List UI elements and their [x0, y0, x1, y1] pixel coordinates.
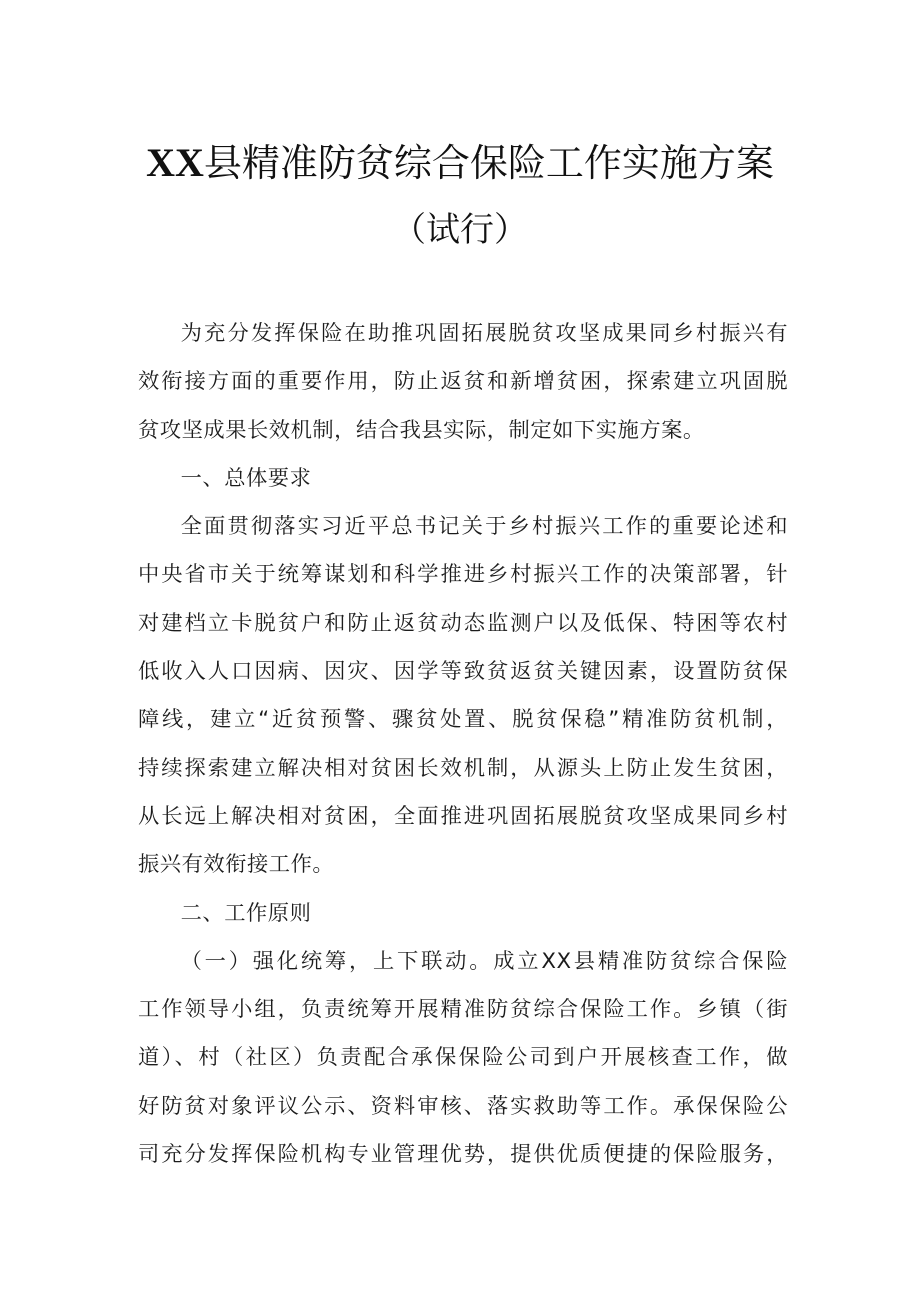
paragraph-principle-one — [138, 938, 788, 1179]
paragraph-general-requirements — [138, 503, 788, 889]
paragraph-intro — [138, 310, 788, 455]
text-line: 从长远上解决相对贫困，全面推进巩固拓展脱贫攻坚成果同乡村 — [138, 803, 788, 829]
text-line: 为充分发挥保险在助推巩固拓展脱贫攻坚成果同乡村振兴有 — [180, 321, 788, 346]
text-line: 司充分发挥保险机构专业管理优势，提供优质便捷的保险服务， — [138, 1142, 788, 1168]
text-line: 障线，建立“近贫预警、骤贫处置、脱贫保稳”精准防贫机制， — [138, 707, 788, 733]
text-line: 全面贯彻落实习近平总书记关于乡村振兴工作的重要论述和 — [180, 514, 788, 540]
text-line: 对建档立卡脱贫户和防止返贫动态监测户以及低保、特困等农村 — [138, 610, 788, 636]
document-body — [138, 310, 788, 1179]
title-county-placeholder: XX — [146, 140, 204, 185]
text-line: 道）、村（社区）负责配合承保保险公司到户开展核查工作，做 — [138, 1045, 788, 1071]
text-line: 持续探索建立解决相对贫困长效机制，从源头上防止发生贫困， — [138, 755, 788, 781]
text-line: （一）强化统筹，上下联动。成立XX县精准防贫综合保险 — [180, 948, 788, 974]
document-title — [0, 132, 920, 187]
text-line: 低收入人口因病、因灾、因学等致贫返贫关键因素，设置防贫保 — [138, 659, 788, 685]
text-line: 一、总体要求 — [180, 465, 312, 491]
text-line: 工作领导小组，负责统筹开展精准防贫综合保险工作。乡镇（街 — [138, 997, 788, 1023]
text-line: 中央省市关于统筹谋划和科学推进乡村振兴工作的决策部署，针 — [138, 562, 788, 588]
title-main-text: 县精准防贫综合保险工作实施方案 — [203, 141, 774, 185]
text-line: 振兴有效衔接工作。 — [138, 852, 335, 878]
text-line: 效衔接方面的重要作用，防止返贫和新增贫困，探索建立巩固脱 — [138, 369, 788, 395]
text-line: 好防贫对象评议公示、资料审核、落实救助等工作。承保保险公 — [138, 1093, 788, 1119]
text-line: 贫攻坚成果长效机制，结合我县实际，制定如下实施方案。 — [138, 417, 705, 443]
document-subtitle: （试行） — [392, 210, 528, 250]
section-heading-work-principles — [138, 890, 788, 938]
text-line: 二、工作原则 — [180, 900, 312, 926]
section-heading-general-requirements — [138, 455, 788, 503]
